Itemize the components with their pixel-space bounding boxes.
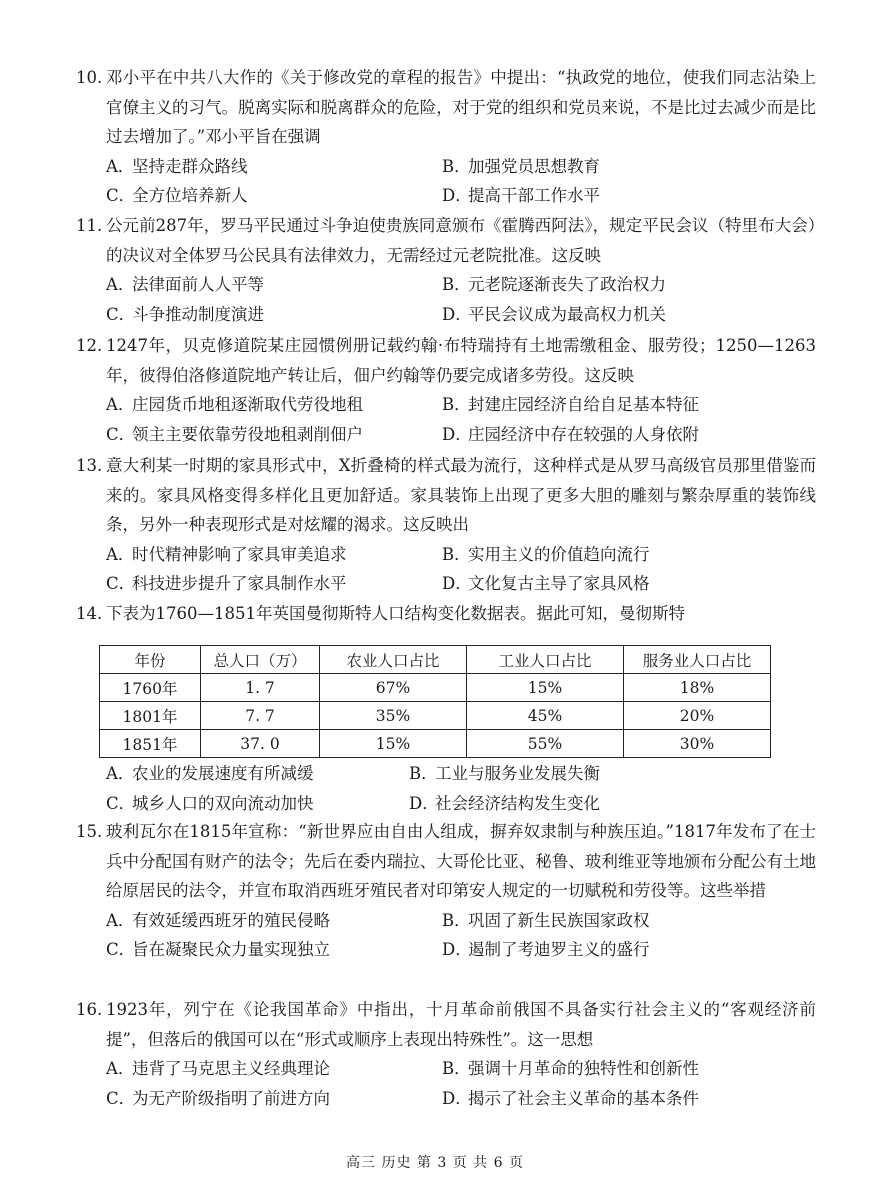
table-cell: 55% bbox=[467, 730, 624, 758]
option-b[interactable] bbox=[442, 390, 699, 420]
option-b[interactable] bbox=[442, 1054, 699, 1084]
option-label: B． bbox=[442, 156, 471, 176]
option-text: 庄园货币地租逐渐取代劳役地租 bbox=[132, 395, 363, 414]
page-footer: 高三 历史 第 3 页 共 6 页 bbox=[346, 1155, 524, 1171]
question-text: 1247年，贝克修道院某庄园惯例册记载约翰·布特瑞持有土地需缴租金、服劳役；1250—1263年，彼得伯洛修道院地产转让后，佃户约翰等仍要完成诸多劳役。这反映 bbox=[106, 336, 816, 385]
question-stem bbox=[76, 817, 816, 906]
option-label: B． bbox=[442, 544, 471, 564]
option-text: 实用主义的价值趋向流行 bbox=[468, 544, 650, 564]
option-label: D． bbox=[442, 940, 472, 959]
option-label: A． bbox=[106, 156, 135, 176]
option-b[interactable] bbox=[442, 270, 666, 300]
option-text: 领主主要依靠劳役地租剥削佃户 bbox=[132, 424, 363, 444]
question-number: 15. bbox=[76, 822, 103, 841]
table-cell: 20% bbox=[624, 702, 771, 730]
option-text: 遏制了考迪罗主义的盛行 bbox=[468, 940, 650, 959]
option-d[interactable] bbox=[442, 1084, 699, 1114]
question-stem bbox=[76, 331, 816, 390]
option-b[interactable] bbox=[442, 152, 600, 182]
option-d[interactable] bbox=[442, 420, 699, 450]
option-a[interactable] bbox=[106, 390, 363, 420]
question-text: 下表为1760—1851年英国曼彻斯特人口结构变化数据表。据此可知，曼彻斯特 bbox=[106, 604, 685, 623]
option-text: 城乡人口的双向流动加快 bbox=[132, 793, 314, 813]
question-text: 意大利某一时期的家具形式中，X折叠椅的样式最为流行，这种样式是从罗马高级官员那里借鉴而来的。家具风格变得多样化且更加舒适。家具装饰上出现了更多大胆的雕刻与繁杂厚重的装饰线条，另外一种表现形式是对炫耀的渴求。这反映出 bbox=[106, 456, 816, 534]
table-row bbox=[100, 674, 771, 702]
option-text: 揭示了社会主义革命的基本条件 bbox=[468, 1088, 699, 1108]
option-label: C． bbox=[106, 1088, 136, 1108]
option-label: B． bbox=[409, 764, 438, 783]
option-label: C． bbox=[106, 793, 136, 813]
question-16 bbox=[76, 995, 816, 1113]
question-12 bbox=[76, 331, 816, 449]
option-c[interactable] bbox=[106, 935, 330, 965]
option-label: D． bbox=[442, 574, 472, 593]
option-text: 斗争推动制度演进 bbox=[132, 304, 264, 324]
question-text: 邓小平在中共八大作的《关于修改党的章程的报告》中提出：“执政党的地位，使我们同志沾染上官僚主义的习气。脱离实际和脱离群众的危险，对于党的组织和党员来说，不是比过去减少而是比过去增加了。”邓小平旨在强调 bbox=[106, 68, 816, 146]
option-label: C． bbox=[106, 940, 136, 959]
option-label: D． bbox=[442, 424, 472, 444]
question-number: 10. bbox=[76, 68, 103, 87]
table-cell: 30% bbox=[624, 730, 771, 758]
question-15 bbox=[76, 817, 816, 965]
table-cell: 1801年 bbox=[100, 702, 201, 730]
question-14-options bbox=[76, 759, 816, 818]
table-cell: 45% bbox=[467, 702, 624, 730]
option-text: 坚持走群众路线 bbox=[132, 156, 248, 176]
option-a[interactable] bbox=[106, 152, 248, 182]
option-label: D． bbox=[442, 304, 472, 324]
option-text: 封建庄园经济自给自足基本特征 bbox=[468, 395, 699, 414]
option-b[interactable] bbox=[409, 759, 600, 789]
table-cell: 18% bbox=[624, 674, 771, 702]
option-c[interactable] bbox=[106, 300, 264, 330]
options bbox=[76, 540, 816, 599]
option-text: 为无产阶级指明了前进方向 bbox=[132, 1088, 330, 1108]
option-text: 文化复古主导了家具风格 bbox=[468, 574, 650, 593]
question-text: 玻利瓦尔在1815年宣称：“新世界应由自由人组成，摒弃奴隶制与种族压迫。”1817年发布了在士兵中分配国有财产的法令；先后在委内瑞拉、大哥伦比亚、秘鲁、玻利维亚等地颁布分配公有土地给原居民的法令，并宣布取消西班牙殖民者对印第安人规定的一切赋税和劳役等。这些举措 bbox=[106, 822, 816, 900]
options bbox=[76, 759, 816, 818]
option-text: 农业的发展速度有所减缓 bbox=[132, 764, 314, 783]
option-label: A． bbox=[106, 544, 135, 564]
option-label: B． bbox=[442, 910, 471, 930]
option-a[interactable] bbox=[106, 270, 264, 300]
option-label: D． bbox=[409, 793, 439, 813]
question-stem bbox=[76, 63, 816, 152]
question-11 bbox=[76, 211, 816, 329]
option-label: D． bbox=[442, 186, 472, 205]
option-c[interactable] bbox=[106, 569, 347, 599]
option-text: 有效延缓西班牙的殖民侵略 bbox=[132, 910, 330, 930]
options bbox=[76, 1054, 816, 1113]
question-number: 12. bbox=[76, 336, 103, 355]
question-14 bbox=[76, 599, 816, 629]
options bbox=[76, 152, 816, 211]
question-stem bbox=[76, 211, 816, 270]
option-label: A． bbox=[106, 395, 135, 414]
question-number: 11. bbox=[76, 216, 103, 235]
option-a[interactable] bbox=[106, 1054, 330, 1084]
option-text: 工业与服务业发展失衡 bbox=[435, 764, 600, 783]
question-text: 公元前287年，罗马平民通过斗争迫使贵族同意颁布《霍腾西阿法》，规定平民会议（特里布大会）的决议对全体罗马公民具有法律效力，无需经过元老院批准。这反映 bbox=[106, 216, 816, 265]
option-label: B． bbox=[442, 1059, 471, 1078]
table-cell: 35% bbox=[320, 702, 467, 730]
table-cell: 15% bbox=[320, 730, 467, 758]
option-a[interactable] bbox=[106, 759, 314, 789]
option-d[interactable] bbox=[409, 789, 600, 819]
option-label: B． bbox=[442, 395, 471, 414]
option-label: A． bbox=[106, 275, 135, 294]
option-text: 巩固了新生民族国家政权 bbox=[468, 910, 650, 930]
option-d[interactable] bbox=[442, 181, 600, 211]
table-cell: 37. 0 bbox=[201, 730, 320, 758]
options bbox=[76, 906, 816, 965]
option-c[interactable] bbox=[106, 181, 248, 211]
option-label: C． bbox=[106, 424, 136, 444]
question-stem bbox=[76, 995, 816, 1054]
table-header: 农业人口占比 bbox=[320, 646, 467, 674]
option-text: 时代精神影响了家具审美追求 bbox=[132, 544, 347, 564]
table-cell: 7. 7 bbox=[201, 702, 320, 730]
question-number: 13. bbox=[76, 456, 103, 475]
population-table bbox=[99, 645, 771, 758]
option-text: 元老院逐渐丧失了政治权力 bbox=[468, 275, 666, 294]
table-cell: 1760年 bbox=[100, 674, 201, 702]
option-text: 加强党员思想教育 bbox=[468, 156, 600, 176]
table-header: 总人口（万） bbox=[201, 646, 320, 674]
option-a[interactable] bbox=[106, 540, 347, 570]
question-10 bbox=[76, 63, 816, 211]
table-header-row bbox=[100, 646, 771, 674]
option-text: 庄园经济中存在较强的人身依附 bbox=[468, 424, 699, 444]
table-header: 工业人口占比 bbox=[467, 646, 624, 674]
option-text: 提高干部工作水平 bbox=[468, 186, 600, 205]
option-b[interactable] bbox=[442, 906, 650, 936]
option-label: A． bbox=[106, 1059, 135, 1078]
option-label: A． bbox=[106, 910, 135, 930]
option-text: 科技进步提升了家具制作水平 bbox=[132, 574, 347, 593]
option-text: 平民会议成为最高权力机关 bbox=[468, 304, 666, 324]
options bbox=[76, 390, 816, 449]
option-d[interactable] bbox=[442, 935, 650, 965]
option-label: C． bbox=[106, 304, 136, 324]
option-label: C． bbox=[106, 186, 136, 205]
option-text: 法律面前人人平等 bbox=[132, 275, 264, 294]
question-13 bbox=[76, 451, 816, 599]
option-c[interactable] bbox=[106, 1084, 330, 1114]
option-b[interactable] bbox=[442, 540, 650, 570]
table-cell: 67% bbox=[320, 674, 467, 702]
option-text: 违背了马克思主义经典理论 bbox=[132, 1059, 330, 1078]
option-c[interactable] bbox=[106, 789, 314, 819]
option-label: D． bbox=[442, 1088, 472, 1108]
option-text: 社会经济结构发生变化 bbox=[435, 793, 600, 813]
option-a[interactable] bbox=[106, 906, 330, 936]
table-row bbox=[100, 702, 771, 730]
table-header: 服务业人口占比 bbox=[624, 646, 771, 674]
options bbox=[76, 270, 816, 329]
option-d[interactable] bbox=[442, 300, 666, 330]
table-cell: 1. 7 bbox=[201, 674, 320, 702]
table-cell: 1851年 bbox=[100, 730, 201, 758]
option-text: 旨在凝聚民众力量实现独立 bbox=[132, 940, 330, 959]
option-text: 强调十月革命的独特性和创新性 bbox=[468, 1059, 699, 1078]
table-row bbox=[100, 730, 771, 758]
question-number: 16. bbox=[76, 1000, 103, 1019]
option-label: C． bbox=[106, 574, 136, 593]
option-d[interactable] bbox=[442, 569, 650, 599]
table-cell: 15% bbox=[467, 674, 624, 702]
question-text: 1923年，列宁在《论我国革命》中指出，十月革命前俄国不具备实行社会主义的“客观经济前提”，但落后的俄国可以在“形式或顺序上表现出特殊性”。这一思想 bbox=[106, 1000, 816, 1049]
table-header: 年份 bbox=[100, 646, 201, 674]
option-label: B． bbox=[442, 275, 471, 294]
question-stem bbox=[76, 451, 816, 540]
option-label: A． bbox=[106, 764, 135, 783]
option-text: 全方位培养新人 bbox=[132, 186, 248, 205]
option-c[interactable] bbox=[106, 420, 363, 450]
question-number: 14. bbox=[76, 604, 103, 623]
question-stem bbox=[76, 599, 816, 629]
